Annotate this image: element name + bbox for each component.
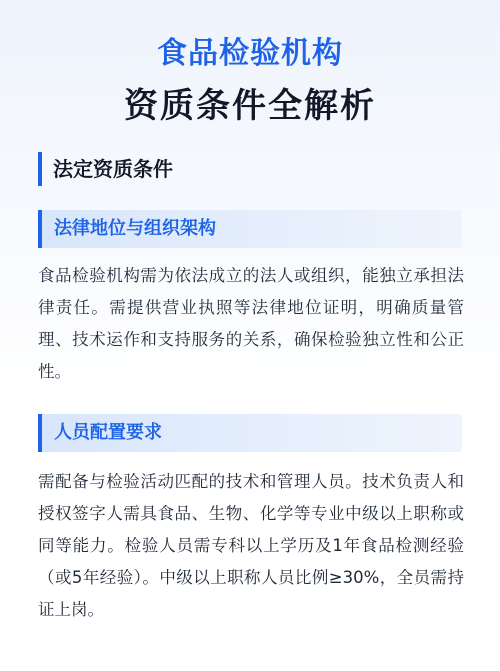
page-title-line2: 资质条件全解析 [124,86,376,126]
section-title: 法定资质条件 [38,152,173,186]
subsection-text-staffing: 需配备与检验活动匹配的技术和管理人员。技术负责人和授权签字人需具食品、生物、化学等专业中级以上职称或同等能力。检验人员需专科以上学历及1年食品检测经验（或5年经验）。中级以上职称人员比例≥30%，全员需持证上岗。 [38,472,464,619]
page-title-line1: 食品检验机构 [157,36,343,71]
subsection-heading-staffing: 人员配置要求 [38,414,462,452]
subsection-text-legal-status: 食品检验机构需为依法成立的法人或组织，能独立承担法律责任。需提供营业执照等法律地位证明，明确质量管理、技术运作和支持服务的关系，确保检验独立性和公正性。 [38,266,464,381]
subsection-heading-legal-status: 法律地位与组织架构 [38,210,462,248]
